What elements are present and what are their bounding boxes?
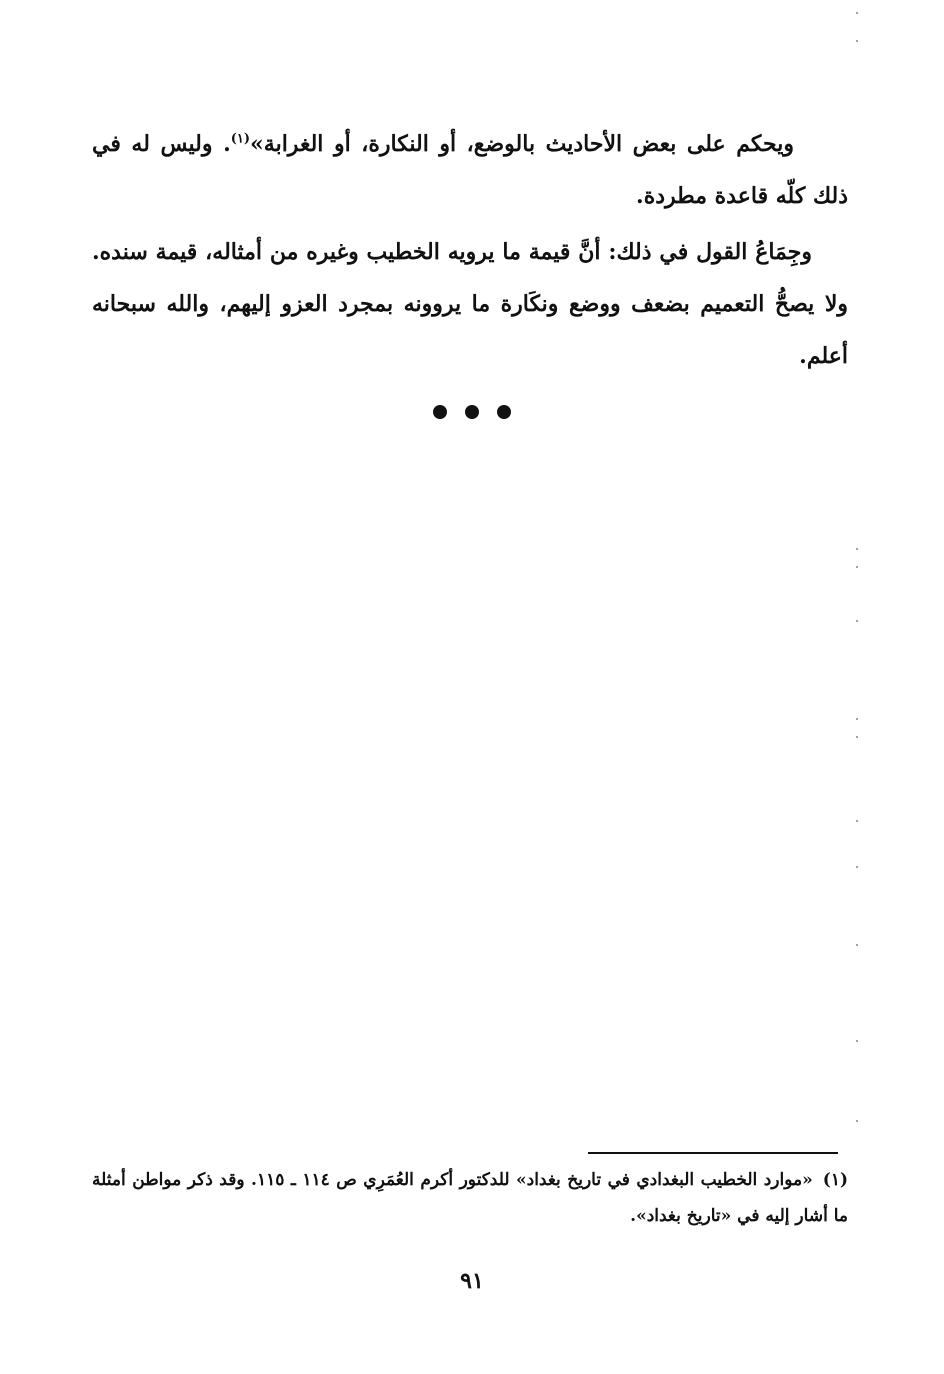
scan-dot [856,820,858,822]
separator-dot [433,405,447,419]
scan-dot [856,40,858,42]
scan-dot [856,12,858,14]
footnote-reference: (١) [230,131,251,147]
footnote-divider [588,1152,838,1154]
footnotes [92,1162,848,1234]
scan-dot [856,1120,858,1122]
scan-dot [856,548,858,550]
footnote-1 [92,1162,848,1234]
scan-dot [856,1040,858,1042]
paragraph-1-text-continued: . وليس له في ذلك كلّه قاعدة مطردة. [92,131,848,209]
footnote-number: (١) [822,1170,848,1190]
scan-dot [856,944,858,946]
paragraph-2: وجِمَاعُ القول في ذلك: أنَّ قيمة ما يرويه الخطيب وغيره من أمثاله، قيمة سنده. ولا يصحُّ التعميم بضعف ووضع ونكَارة ما يروونه بمجرد العزو إليهم، والله سبحانه أعلم. [92,239,848,369]
scan-dot [856,718,858,720]
scan-margin-dots [854,0,860,1374]
paragraph-1-text: ويحكم على بعض الأحاديث بالوضع، أو النكارة، أو الغرابة» [250,131,794,157]
scan-dot [856,620,858,622]
paragraph-1 [92,118,848,222]
separator-dot [465,405,479,419]
section-separator [0,404,944,423]
main-text [92,118,848,382]
scan-dot [856,866,858,868]
footnote-text: «موارد الخطيب البغدادي في تاريخ بغداد» للدكتور أكرم العُمَرِي ص ١١٤ ـ ١١٥. وقد ذكر مواطن أمثلة ما أشار إليه في «تاريخ بغداد». [92,1170,848,1226]
scan-dot [856,566,858,568]
scan-dot [856,736,858,738]
page-number: ٩١ [460,1268,484,1294]
separator-dot [497,405,511,419]
